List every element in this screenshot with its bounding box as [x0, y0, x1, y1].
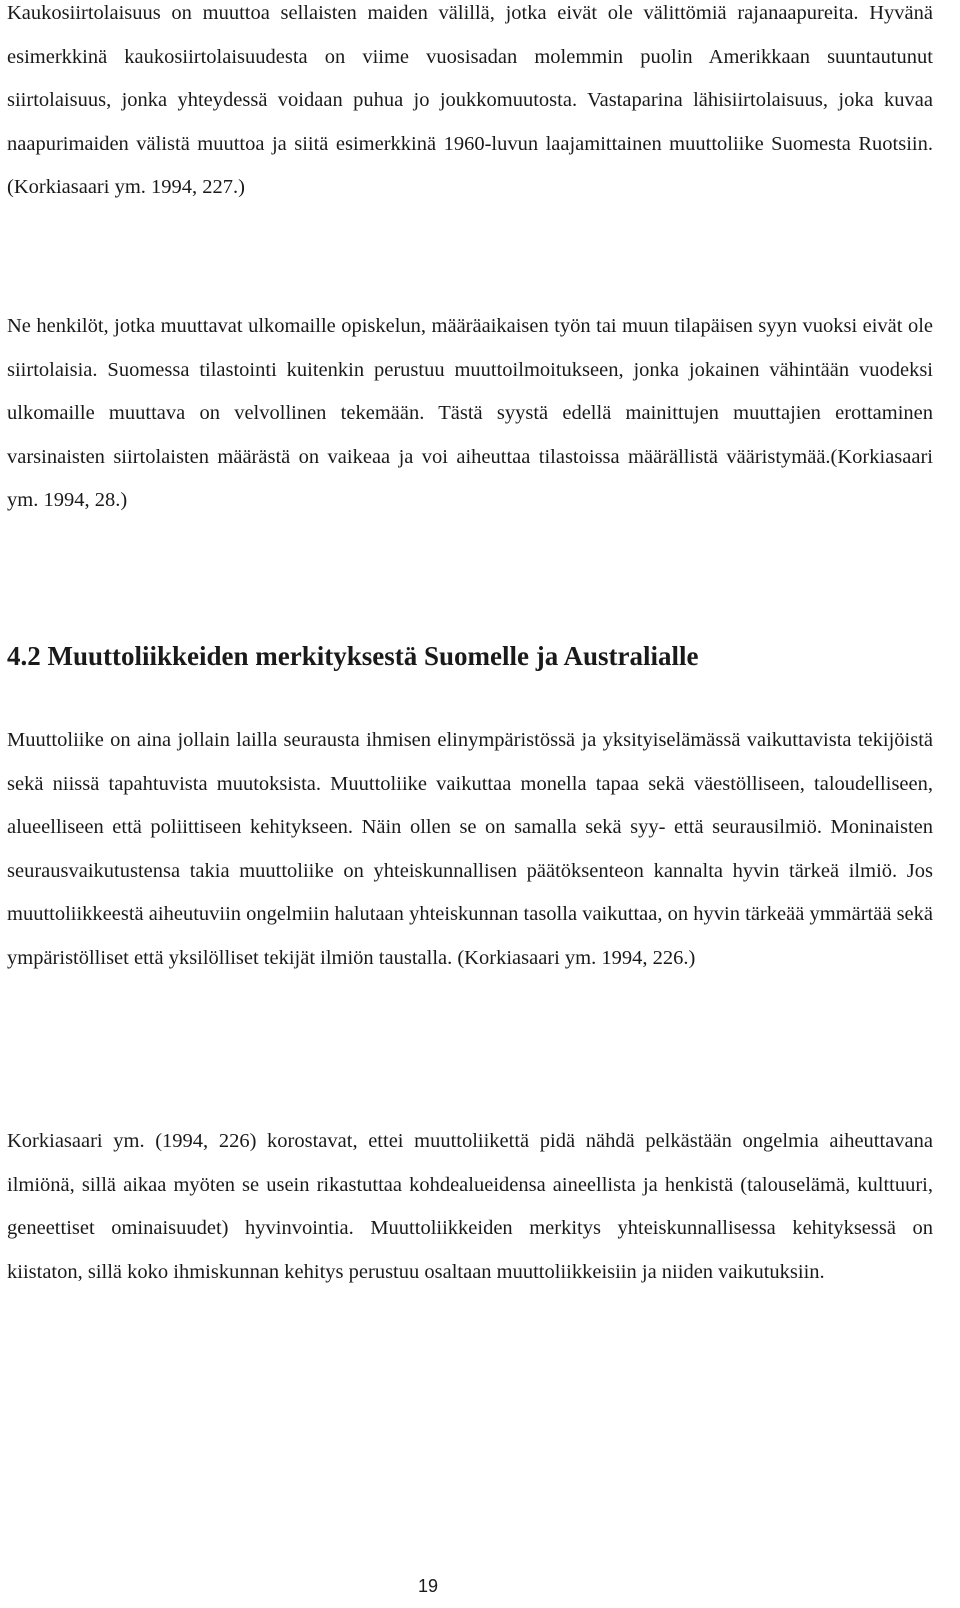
paragraph-tilapaiset-muuttajat: Ne henkilöt, jotka muuttavat ulkomaille opiskelun, määräaikaisen työn tai muun tilapäisen syyn vuoksi eivät ole siirtolaisia. Suomessa tilastointi kuitenkin perustuu muuttoilmoitukseen, jonka jokainen vähintään vuodeksi ulkomaille muuttava on velvollinen tekemään. Tästä syystä edellä mainittujen muuttajien erottaminen varsinaisten siirtolaisten määrästä on vaikeaa ja voi aiheuttaa tilastoissa määrällistä vääristymää.(Korkiasaari ym. 1994, 28.) — [7, 315, 933, 512]
section-heading: 4.2 Muuttoliikkeiden merkityksestä Suomelle ja Australialle — [7, 641, 699, 671]
page-number: 19 — [417, 1576, 439, 1596]
paragraph-muuttoliike-hyvinvointi: Korkiasaari ym. (1994, 226) korostavat, ettei muuttoliikettä pidä nähdä pelkästään ongelmia aiheuttavana ilmiönä, sillä aikaa myöten se usein rikastuttaa kohdealueidensa aineellista ja henkistä (talouselämä, kulttuuri, geneettiset ominaisuudet) hyvinvointia. Muuttoliikkeiden merkitys yhteiskunnallisessa kehityksessä on kiistaton, sillä koko ihmiskunnan kehitys perustuu osaltaan muuttoliikkeisiin ja niiden vaikutuksiin. — [7, 1130, 933, 1283]
paragraph-muuttoliike-syy-seuraus: Muuttoliike on aina jollain lailla seurausta ihmisen elinympäristössä ja yksityiselämässä vaikuttavista tekijöistä sekä niissä tapahtuvista muutoksista. Muuttoliike vaikuttaa monella tapaa sekä väestölliseen, taloudelliseen, alueelliseen että poliittiseen kehitykseen. Näin ollen se on samalla sekä syy- että seurausilmiö. Moninaisten seurausvaikutustensa takia muuttoliike on yhteiskunnallisen päätöksenteon kannalta hyvin tärkeä ilmiö. Jos muuttoliikkeestä aiheutuviin ongelmiin halutaan yhteiskunnan tasolla vaikuttaa, on hyvin tärkeää ymmärtää sekä ympäristölliset että yksilölliset tekijät ilmiön taustalla. (Korkiasaari ym. 1994, 226.) — [7, 729, 933, 969]
paragraph-kaukosiirtolaisuus: Kaukosiirtolaisuus on muuttoa sellaisten maiden välillä, jotka eivät ole välittömiä rajanaapureita. Hyvänä esimerkkinä kaukosiirtolaisuudesta on viime vuosisadan molemmin puolin Amerikkaan suuntautunut siirtolaisuus, jonka yhteydessä voidaan puhua jo joukkomuutosta. Vastaparina lähisiirtolaisuus, joka kuvaa naapurimaiden välistä muuttoa ja siitä esimerkkinä 1960-luvun laajamittainen muuttoliike Suomesta Ruotsiin.(Korkiasaari ym. 1994, 227.) — [7, 2, 933, 199]
